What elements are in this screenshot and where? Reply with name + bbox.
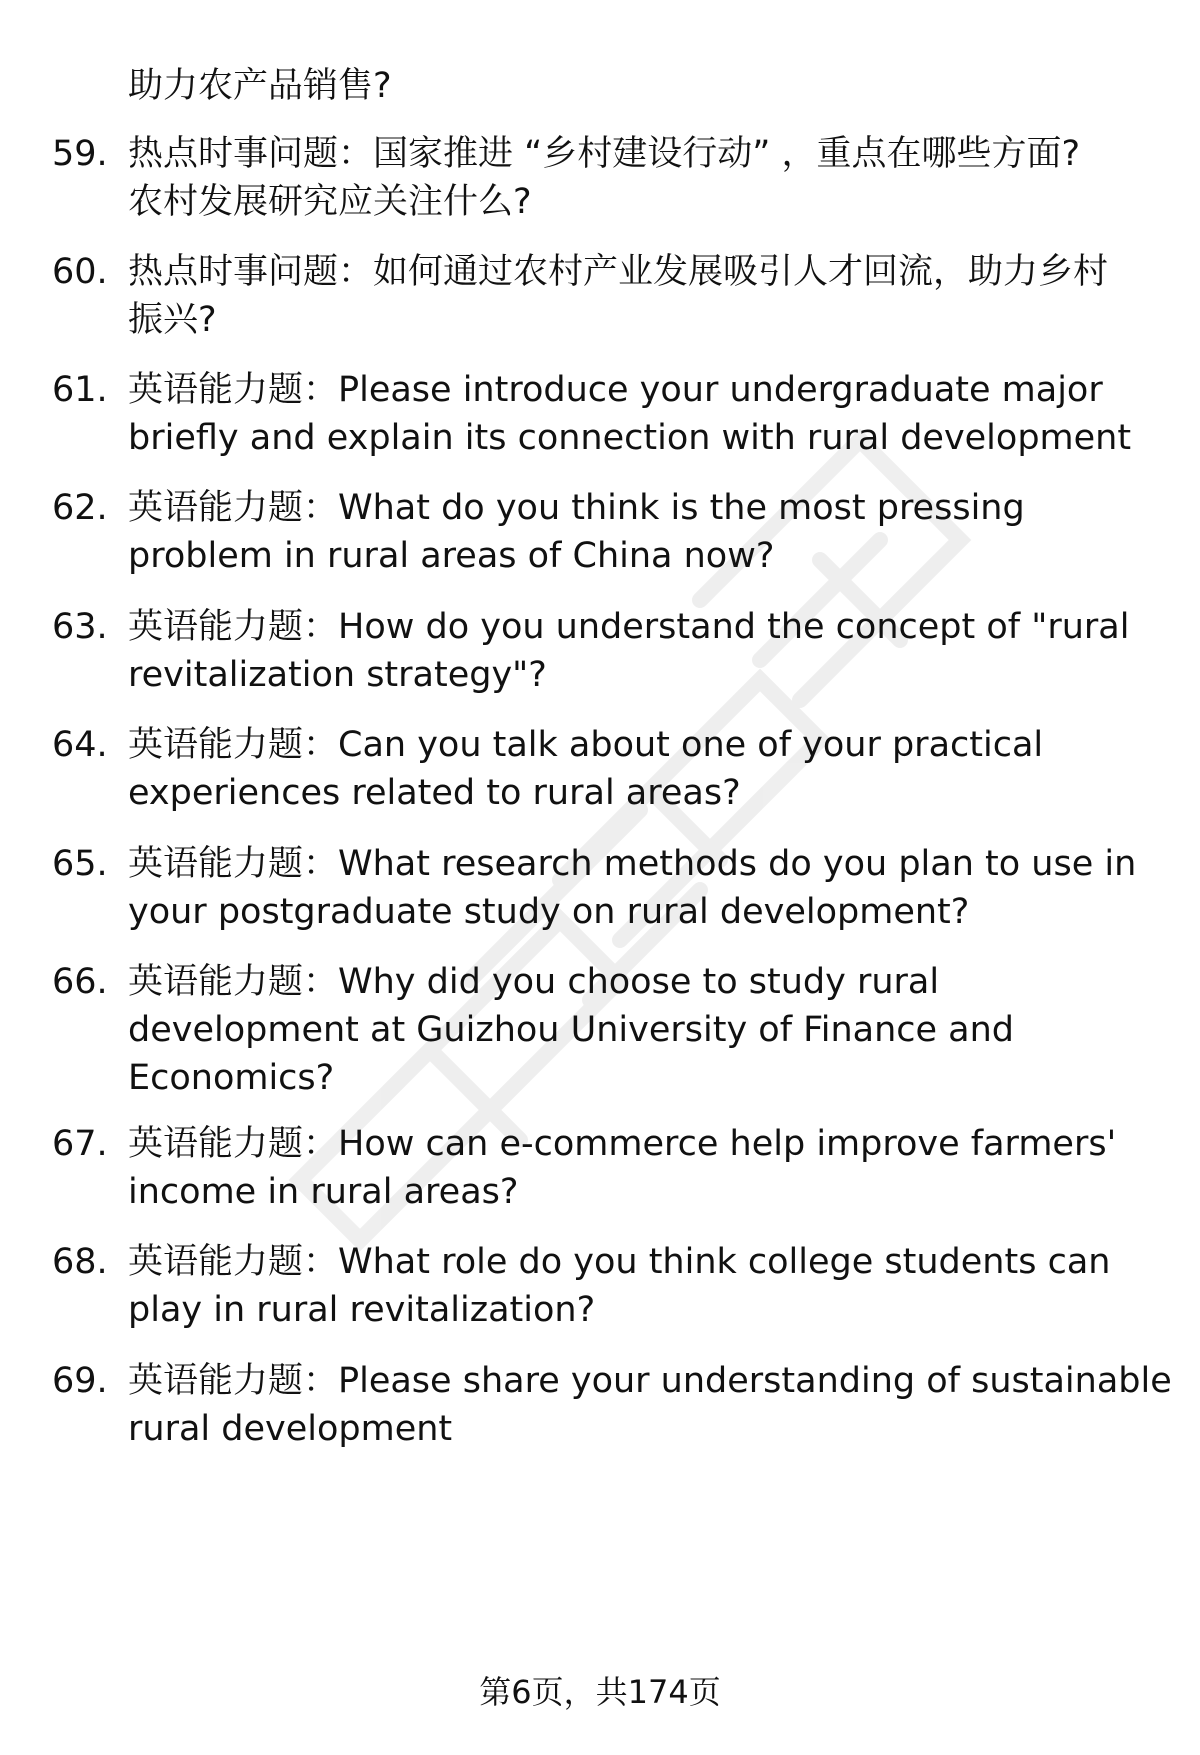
page-footer: 第6页，共174页 (479, 1673, 721, 1711)
question-line: 英语能力题：Why did you choose to study rural (128, 962, 940, 1002)
question-text (128, 721, 1188, 817)
question-text (128, 1120, 1188, 1216)
continuation-text: 助力农产品销售? (128, 66, 392, 106)
question-line: 热点时事问题：如何通过农村产业发展吸引人才回流，助力乡村 (128, 252, 1109, 292)
question-line: problem in rural areas of China now? (128, 536, 775, 576)
question-line: 农村发展研究应关注什么? (128, 182, 532, 222)
question-text (128, 484, 1188, 580)
question-line: 英语能力题：What do you think is the most pressing (128, 488, 1025, 528)
question-text (128, 130, 1188, 226)
question-line: 英语能力题：What role do you think college students can (128, 1242, 1111, 1282)
question-line: 英语能力题：How do you understand the concept of "rural (128, 607, 1130, 647)
question-line: 热点时事问题：国家推进 “乡村建设行动” ，重点在哪些方面? (128, 134, 1081, 174)
question-line: play in rural revitalization? (128, 1290, 596, 1330)
question-line: 英语能力题：What research methods do you plan to use in (128, 844, 1137, 884)
question-text (128, 958, 1188, 1102)
question-number: 65. (52, 844, 108, 884)
question-number: 67. (52, 1124, 108, 1164)
question-line: 英语能力题：Can you talk about one of your practical (128, 725, 1044, 765)
question-number: 61. (52, 370, 108, 410)
question-line: development at Guizhou University of Finance and (128, 1010, 1015, 1050)
question-number: 69. (52, 1361, 108, 1401)
question-text (128, 1238, 1188, 1334)
question-number: 59. (52, 134, 108, 174)
question-line: rural development (128, 1409, 453, 1449)
question-number: 66. (52, 962, 108, 1002)
question-text (128, 603, 1188, 699)
question-line: briefly and explain its connection with rural development (128, 418, 1132, 458)
question-text (128, 840, 1188, 936)
question-line: your postgraduate study on rural development? (128, 892, 970, 932)
question-line: Economics? (128, 1058, 335, 1098)
question-number: 63. (52, 607, 108, 647)
question-text (128, 366, 1188, 462)
question-line: 振兴? (128, 300, 217, 340)
question-line: income in rural areas? (128, 1172, 519, 1212)
question-number: 62. (52, 488, 108, 528)
question-number: 64. (52, 725, 108, 765)
question-line: revitalization strategy"? (128, 655, 547, 695)
question-line: 英语能力题：How can e-commerce help improve farmers' (128, 1124, 1117, 1164)
question-line: experiences related to rural areas? (128, 773, 741, 813)
question-line: 英语能力题：Please introduce your undergraduate major (128, 370, 1103, 410)
question-text (128, 248, 1188, 344)
question-text (128, 1357, 1188, 1453)
question-number: 60. (52, 252, 108, 292)
question-line: 英语能力题：Please share your understanding of sustainable (128, 1361, 1172, 1401)
question-number: 68. (52, 1242, 108, 1282)
